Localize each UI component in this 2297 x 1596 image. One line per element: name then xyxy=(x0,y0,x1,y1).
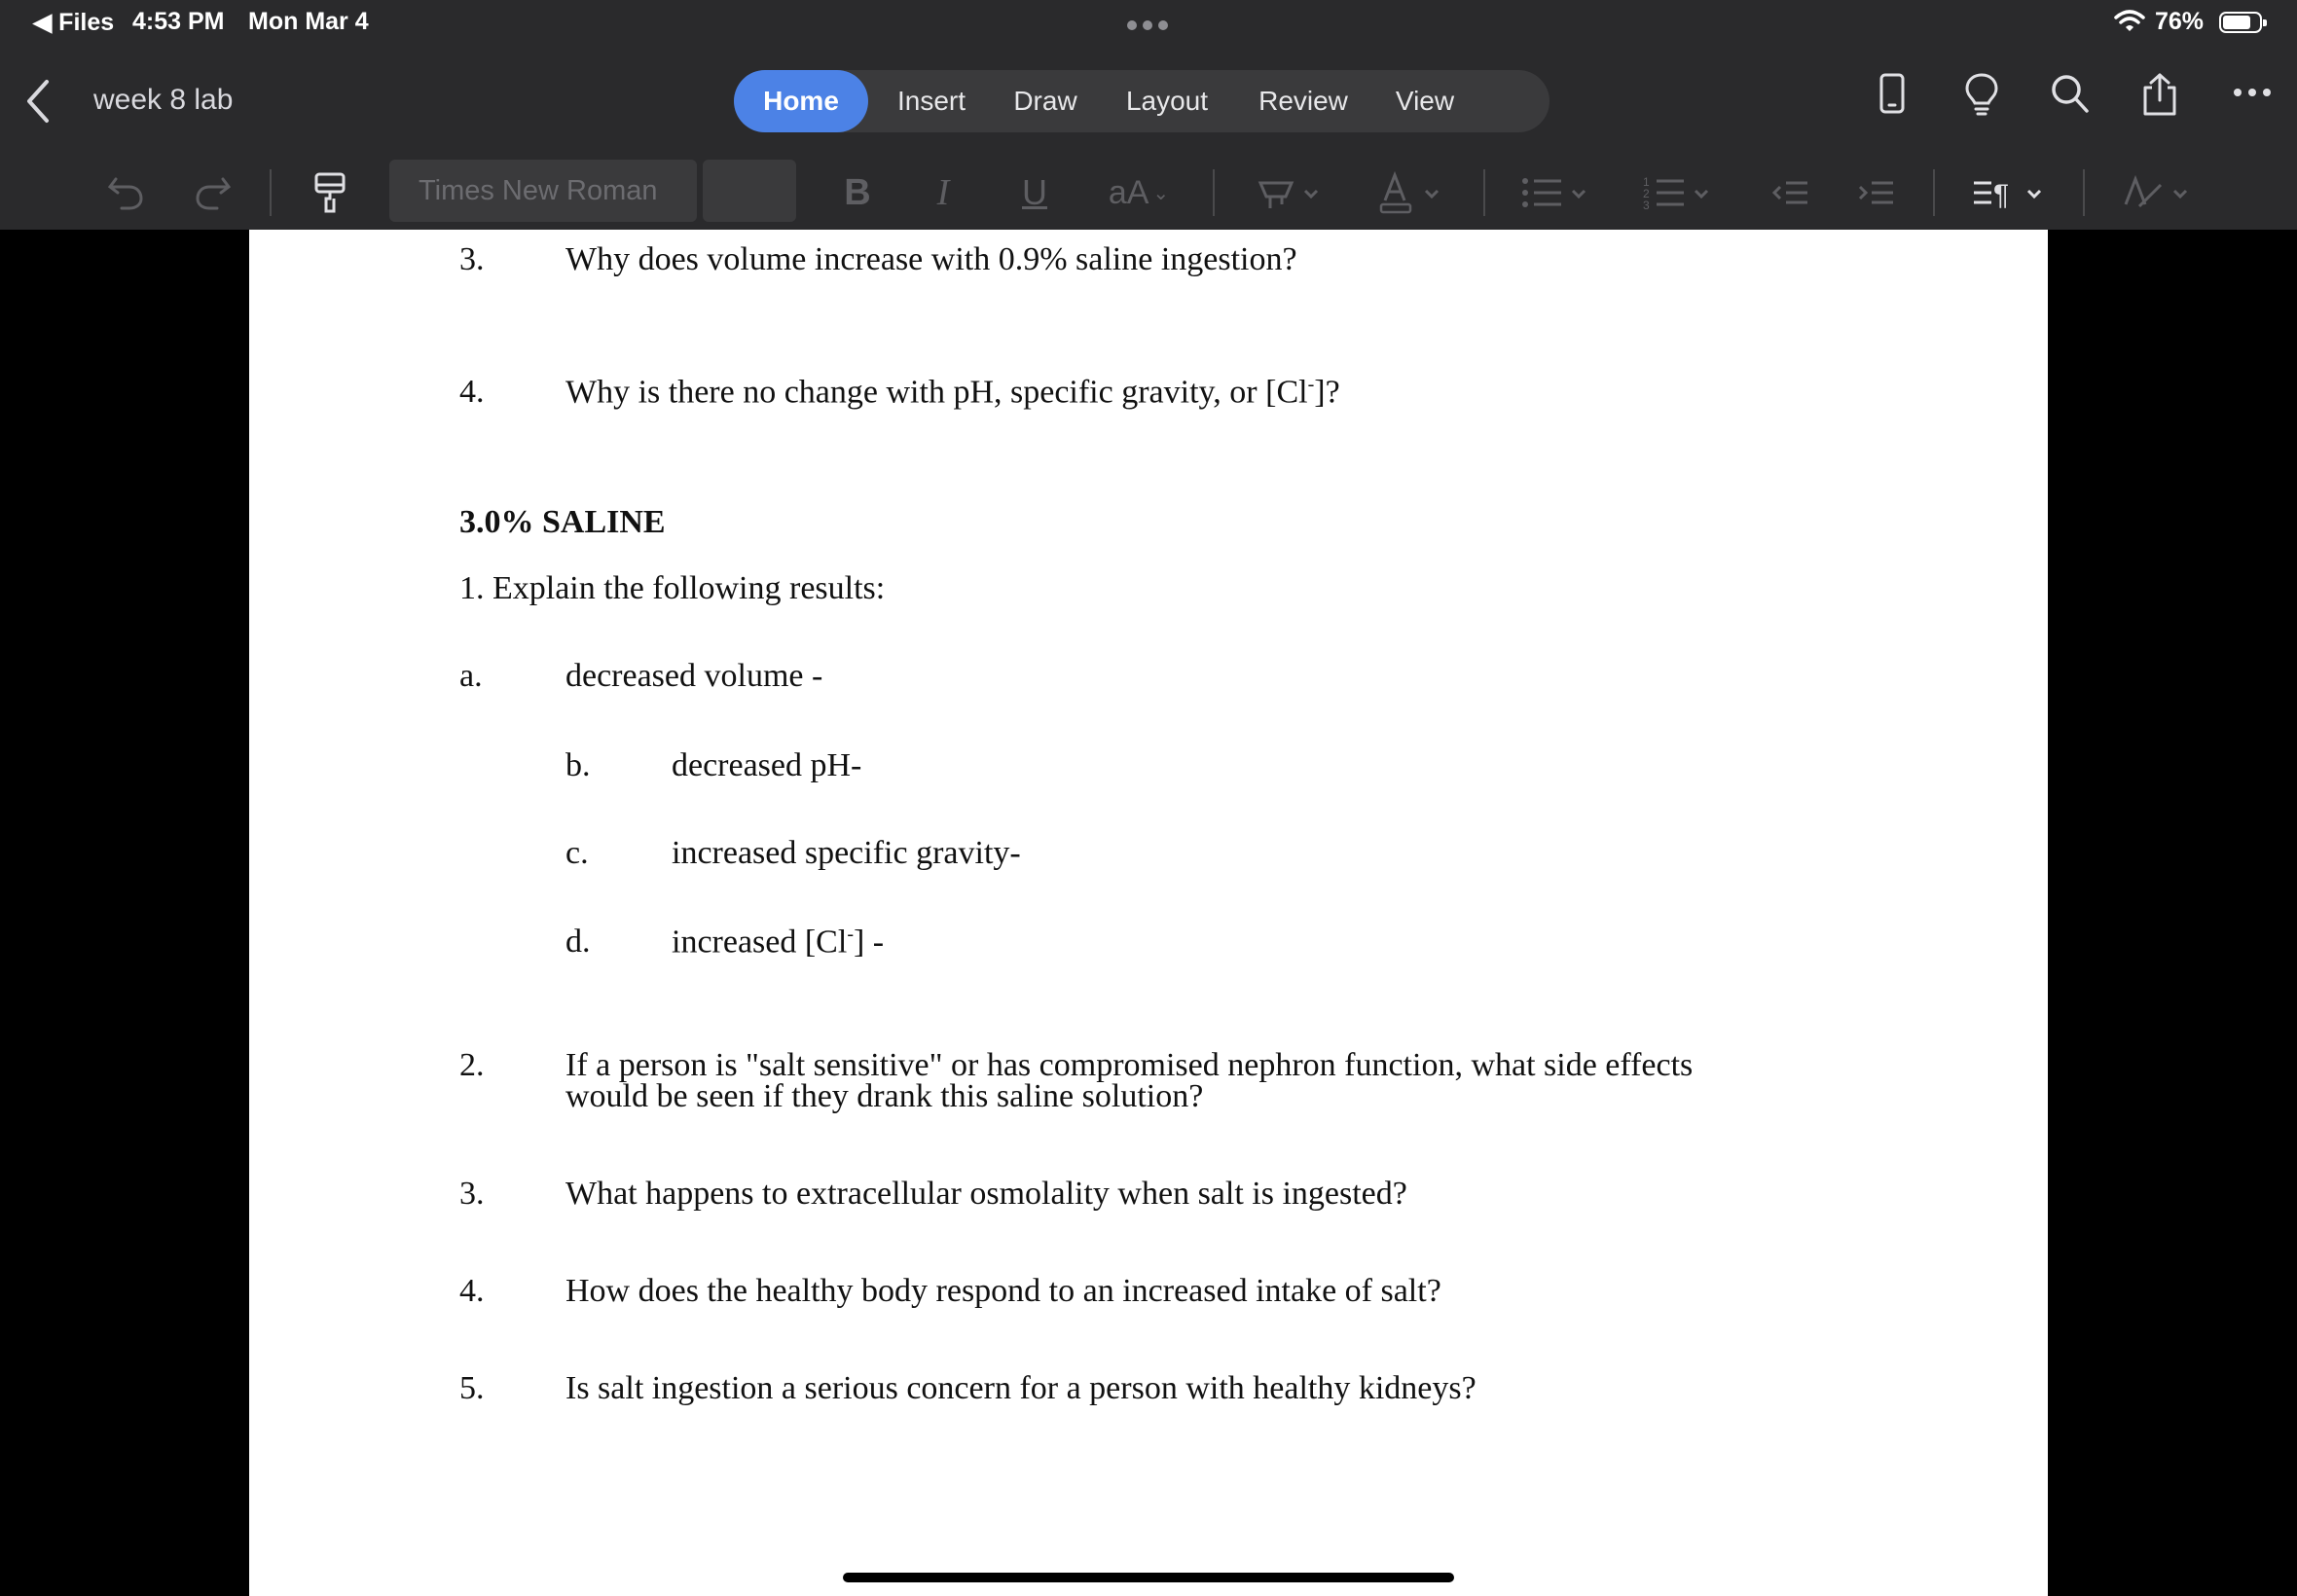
tab-draw[interactable]: Draw xyxy=(1013,86,1077,116)
battery-icon xyxy=(2219,12,2262,33)
highlight-icon[interactable] xyxy=(1254,156,1328,230)
question-text: Why does volume increase with 0.9% saline ingestion? xyxy=(565,241,1297,277)
question-number: 4. xyxy=(459,374,485,410)
svg-text:3: 3 xyxy=(1643,199,1650,212)
styles-icon[interactable] xyxy=(2122,156,2196,230)
format-painter-icon[interactable] xyxy=(308,156,352,230)
question-text: would be seen if they drank this saline solution? xyxy=(565,1078,1204,1114)
question-text: Why is there no change with pH, specific gravity, or [Cl-]? xyxy=(565,374,1340,411)
question-number: 3. xyxy=(459,241,485,277)
sub-item-label: c. xyxy=(565,835,589,871)
italic-button[interactable]: I xyxy=(936,172,950,213)
tab-home[interactable]: Home xyxy=(734,70,868,132)
multitasking-dots-icon[interactable] xyxy=(1127,18,1174,35)
redo-icon[interactable] xyxy=(189,156,237,230)
status-bar xyxy=(0,0,2297,47)
decrease-indent-icon[interactable] xyxy=(1768,156,1812,230)
question-text: What happens to extracellular osmolality when salt is ingested? xyxy=(565,1176,1407,1212)
home-indicator[interactable] xyxy=(843,1573,1454,1582)
numbered-list-icon[interactable] xyxy=(1643,156,1717,230)
question-number: 2. xyxy=(459,1047,485,1083)
clock: 4:53 PM xyxy=(132,8,225,35)
back-to-files-link[interactable]: ◀ Files xyxy=(33,9,115,36)
sub-item-text: increased specific gravity- xyxy=(672,835,1021,871)
lightbulb-icon[interactable] xyxy=(1962,72,2001,117)
bullet-list-icon[interactable] xyxy=(1520,156,1594,230)
undo-icon[interactable] xyxy=(101,156,150,230)
document-title[interactable]: week 8 lab xyxy=(93,84,234,116)
underline-button[interactable]: U xyxy=(1022,172,1047,212)
question-text: 1. Explain the following results: xyxy=(459,570,886,606)
paragraph-format-icon[interactable] xyxy=(1972,156,2046,230)
share-icon[interactable] xyxy=(2139,72,2180,117)
question-text: How does the healthy body respond to an increased intake of salt? xyxy=(565,1273,1441,1309)
tab-layout[interactable]: Layout xyxy=(1125,86,1209,116)
tab-view[interactable]: View xyxy=(1395,86,1455,116)
more-options-icon[interactable] xyxy=(2233,88,2272,97)
sub-item-label: a. xyxy=(459,658,483,694)
ribbon-tabs xyxy=(734,70,1550,132)
sub-item-text: decreased pH- xyxy=(672,747,862,783)
tab-review[interactable]: Review xyxy=(1258,86,1348,116)
font-family-select[interactable]: Times New Roman xyxy=(389,160,697,222)
section-heading: 3.0% SALINE xyxy=(459,504,666,540)
tab-insert[interactable]: Insert xyxy=(896,86,966,116)
document-page[interactable] xyxy=(249,230,2048,1596)
svg-text:¶: ¶ xyxy=(1993,179,2010,211)
back-chevron-icon[interactable] xyxy=(21,76,56,127)
sub-item-text: increased [Cl-] - xyxy=(672,924,885,961)
svg-text:1: 1 xyxy=(1643,175,1650,189)
question-text: If a person is "salt sensitive" or has compromised nephron function, what side effects xyxy=(565,1047,1694,1083)
date: Mon Mar 4 xyxy=(248,8,369,35)
sub-item-label: b. xyxy=(565,747,591,783)
formatting-toolbar xyxy=(0,156,2297,230)
font-color-icon[interactable] xyxy=(1374,156,1448,230)
title-bar xyxy=(0,47,2297,156)
bold-button[interactable]: B xyxy=(844,171,871,213)
question-number: 3. xyxy=(459,1176,485,1212)
battery-percent: 76% xyxy=(2155,8,2205,35)
sub-item-text: decreased volume - xyxy=(565,658,823,694)
phone-view-icon[interactable] xyxy=(1877,72,1908,115)
search-icon[interactable] xyxy=(2050,72,2091,115)
wifi-icon xyxy=(2114,10,2145,33)
svg-text:2: 2 xyxy=(1643,187,1650,200)
font-size-select[interactable] xyxy=(703,160,796,222)
text-size-button[interactable]: aA ⌄ xyxy=(1108,173,1170,211)
question-number: 4. xyxy=(459,1273,485,1309)
sub-item-label: d. xyxy=(565,924,591,960)
increase-indent-icon[interactable] xyxy=(1853,156,1898,230)
question-number: 5. xyxy=(459,1370,485,1406)
question-text: Is salt ingestion a serious concern for a person with healthy kidneys? xyxy=(565,1370,1477,1406)
